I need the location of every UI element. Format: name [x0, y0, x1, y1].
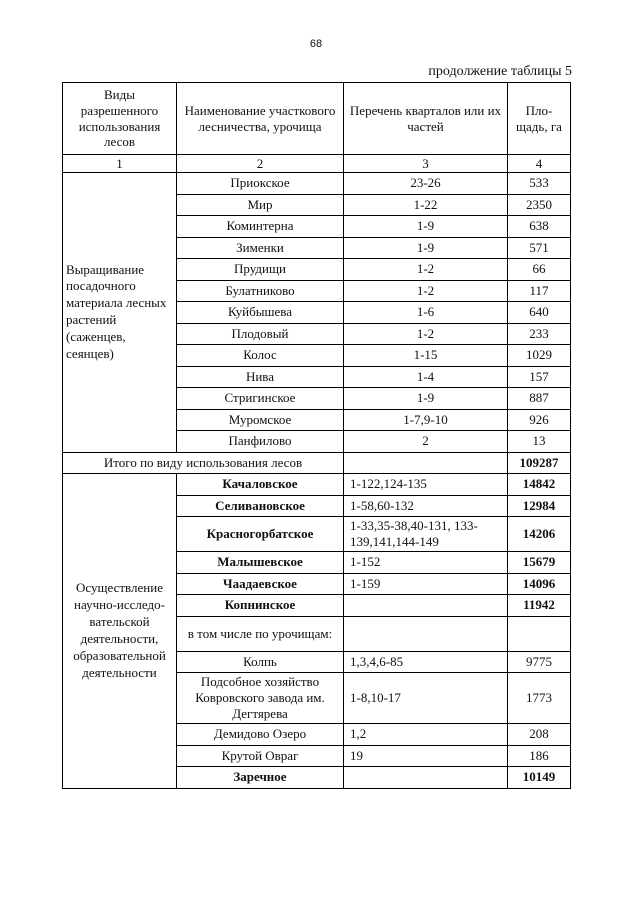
forestry-name-cell: Булатниково	[177, 280, 344, 302]
page-number: 68	[309, 38, 323, 50]
area-cell: 233	[508, 323, 571, 345]
quarters-cell	[344, 767, 508, 789]
forestry-name-cell: Заречное	[177, 767, 344, 789]
area-cell: 9775	[508, 651, 571, 673]
forestry-name-cell: Муромское	[177, 409, 344, 431]
area-cell: 926	[508, 409, 571, 431]
area-cell: 1029	[508, 345, 571, 367]
quarters-cell	[344, 595, 508, 617]
quarters-cell	[344, 452, 508, 474]
quarters-cell: 1-8,10-17	[344, 673, 508, 724]
quarters-cell: 1,2	[344, 724, 508, 746]
forest-use-table	[62, 82, 571, 789]
table-row	[63, 474, 571, 496]
area-cell: 533	[508, 173, 571, 195]
table-header-row	[63, 83, 571, 155]
forestry-name-cell: Колос	[177, 345, 344, 367]
area-cell: 14206	[508, 517, 571, 552]
quarters-cell: 1-4	[344, 366, 508, 388]
quarters-cell: 1-2	[344, 323, 508, 345]
forestry-name-cell: Прудищи	[177, 259, 344, 281]
forestry-name-cell: Селивановское	[177, 495, 344, 517]
quarters-cell: 1-15	[344, 345, 508, 367]
column-number: 3	[344, 155, 508, 173]
quarters-cell: 1-33,35-38,40-131, 133-139,141,144-149	[344, 517, 508, 552]
forestry-name-cell: Мир	[177, 194, 344, 216]
forestry-name-cell: Панфилово	[177, 431, 344, 453]
quarters-cell: 1-2	[344, 259, 508, 281]
forestry-name-cell: Нива	[177, 366, 344, 388]
quarters-cell: 1-9	[344, 216, 508, 238]
column-number: 1	[63, 155, 177, 173]
column-number-row	[63, 155, 571, 173]
area-cell: 13	[508, 431, 571, 453]
column-number: 4	[508, 155, 571, 173]
quarters-cell: 1-159	[344, 573, 508, 595]
forestry-name-cell: Плодовый	[177, 323, 344, 345]
area-cell: 571	[508, 237, 571, 259]
quarters-cell: 1-2	[344, 280, 508, 302]
area-cell: 10149	[508, 767, 571, 789]
area-cell: 117	[508, 280, 571, 302]
table-row	[63, 173, 571, 195]
column-number: 2	[177, 155, 344, 173]
quarters-cell: 1-9	[344, 388, 508, 410]
area-cell: 186	[508, 745, 571, 767]
forestry-name-cell: Красногорбатское	[177, 517, 344, 552]
forestry-name-cell: Подсобное хозяйство Ковровского завода им. Дегтярева	[177, 673, 344, 724]
area-cell	[508, 616, 571, 651]
total-row	[63, 452, 571, 474]
area-cell: 12984	[508, 495, 571, 517]
area-cell: 887	[508, 388, 571, 410]
header-forestry-name: Наименование участкового лесничества, урочища	[177, 83, 344, 155]
area-cell: 2350	[508, 194, 571, 216]
forestry-name-cell: Куйбышева	[177, 302, 344, 324]
area-cell: 15679	[508, 552, 571, 574]
header-area: Пло-щадь, га	[508, 83, 571, 155]
quarters-cell: 1-122,124-135	[344, 474, 508, 496]
quarters-cell: 1-9	[344, 237, 508, 259]
area-cell: 157	[508, 366, 571, 388]
forestry-name-cell: Крутой Овраг	[177, 745, 344, 767]
forestry-name-cell: Копнинское	[177, 595, 344, 617]
forestry-name-cell: Приокское	[177, 173, 344, 195]
area-cell: 640	[508, 302, 571, 324]
area-cell: 66	[508, 259, 571, 281]
quarters-cell: 1-7,9-10	[344, 409, 508, 431]
quarters-cell: 1-6	[344, 302, 508, 324]
area-cell: 1773	[508, 673, 571, 724]
forestry-name-cell: Колпь	[177, 651, 344, 673]
forestry-name-cell: Качаловское	[177, 474, 344, 496]
table-continuation-note: продолжение таблицы 5	[428, 64, 572, 79]
area-cell: 638	[508, 216, 571, 238]
area-cell: 14842	[508, 474, 571, 496]
area-cell: 208	[508, 724, 571, 746]
quarters-cell	[344, 616, 508, 651]
forestry-name-cell: Коминтерна	[177, 216, 344, 238]
quarters-cell: 19	[344, 745, 508, 767]
quarters-cell: 1-58,60-132	[344, 495, 508, 517]
area-cell: 14096	[508, 573, 571, 595]
forestry-name-cell: Демидово Озеро	[177, 724, 344, 746]
total-area-cell: 109287	[508, 452, 571, 474]
quarters-cell: 23-26	[344, 173, 508, 195]
quarters-cell: 1,3,4,6-85	[344, 651, 508, 673]
area-cell: 11942	[508, 595, 571, 617]
total-label: Итого по виду использования лесов	[63, 452, 344, 474]
forestry-name-cell: Малышевское	[177, 552, 344, 574]
header-use-type: Виды разрешенного использования лесов	[63, 83, 177, 155]
forestry-name-cell: Зименки	[177, 237, 344, 259]
subheading-cell: в том числе по урочищам:	[177, 616, 344, 651]
forestry-name-cell: Чаадаевское	[177, 573, 344, 595]
forestry-name-cell: Стригинское	[177, 388, 344, 410]
header-quarters: Перечень кварталов или их частей	[344, 83, 508, 155]
use-type-cell: Выращивание посадочного материала лесных растений (саженцев, сеянцев)	[63, 173, 177, 453]
quarters-cell: 1-152	[344, 552, 508, 574]
use-type-cell: Осуществление научно-исследо-вательской деятельности, образовательной деятельности	[63, 474, 177, 789]
quarters-cell: 2	[344, 431, 508, 453]
quarters-cell: 1-22	[344, 194, 508, 216]
